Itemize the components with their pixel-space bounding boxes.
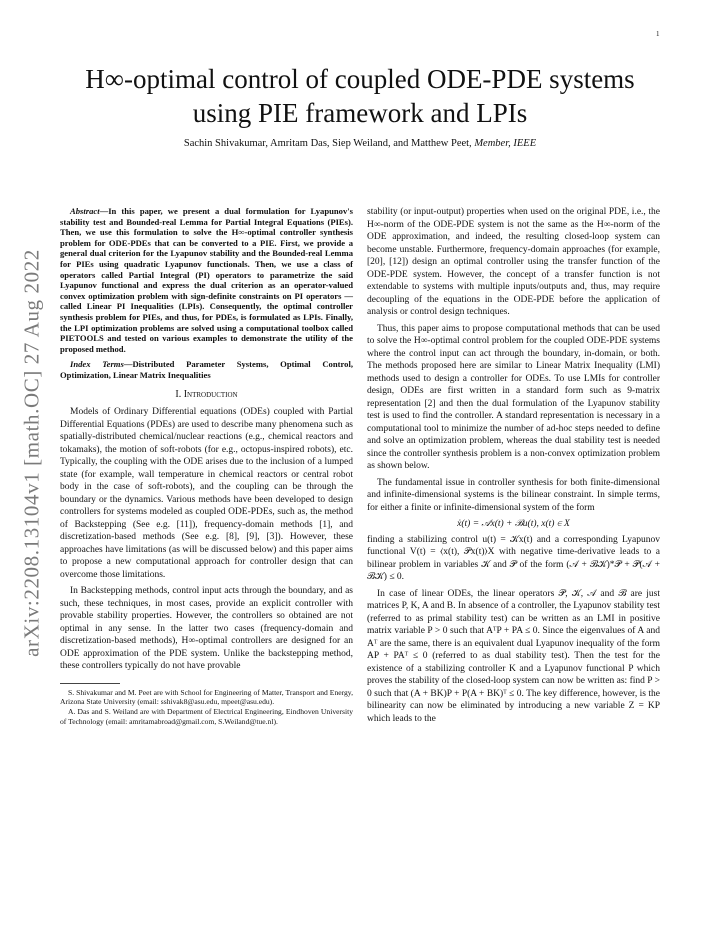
section-heading: I. Introduction [175,388,238,400]
right-paragraph-2: Thus, this paper aims to propose computational methods that can be used to solve the H∞-optimal control problem for the coupled ODE-PDE systems where the control input can act through the boundary, in-domain, or both. The methods proposed here are similar to Linear Matrix Inequality (LMI) methods used to design a controller for ODEs. To use LMIs for controller design, ODEs are first written in a standard form such as 9-matrix representation [2] and then the dual formulation of the Lyapunov stability test is used to find the controller. A standard representation is necessary in a computational tool to minimize the number of ad-hoc steps needed to define and solve an optimization problem, whereas the dual stability test is needed since the controller synthesis problem is a non-convex optimization problem as shown below. [367,323,660,471]
paper-title [60,62,660,130]
author-membership: Member, IEEE [474,138,537,149]
page-number: 1 [656,30,660,38]
abstract-text: —In this paper, we present a dual formulation for Lyapunov's stability test and Bounded-real Lemma for Partial Integral Equations (PIEs). Then, we use this formulation to solve the H∞-optimal controller synthesis problem for ODE-PDEs that can be converted to a PIE. First, we provide a general dual criterion for the Lyapunov stability and the Bounded-real Lemma for PIEs using quadratic Lyapunov functionals. Then, we use a class of operators called Partial Integral (PI) operators to parametrize the said Lyapunov functional and express the dual criterion as an operator-valued convex optimization problem with sign-definite constraints on PI operators — called Linear PI Inequalities (LPIs). Consequently, the optimal controller synthesis problem for PIEs, and thus, for PDEs, is formulated as LPIs. Finally, the LPI optimization problems are solved using a computational toolbox called PIETOOLS and tested on various examples to demonstrate the utility of the proposed method. [60,206,353,354]
index-lead: Index Terms [70,359,124,370]
system-equation: ẋ(t) = 𝒜x(t) + ℬu(t), x(t) ∈ X [457,519,570,529]
left-paragraph-1: Models of Ordinary Differential equations (ODEs) coupled with Partial Differential Equations (PDEs) are used to describe many phenomena such as spatially-distributed chemical/nuclear reactions (e.g., chemical reactors and tokamaks), the motion of soft-robots (for e.g., octopus-inspired robots), etc. Typically, the coupling with the ODE arises due to the inclusion of a lumped state (for example, wall temperature in chemical reactors or central robot body in the case of soft-robots), and the coupling can be through the boundary or the dynamics. Various methods have been developed to design controllers for systems modeled as coupled ODE-PDEs, such as, the method of Backstepping (See e.g. [11]), frequency-domain methods [1], and discretization-based methods (See e.g. [8], [9], [3]). However, these approaches have limitations (as will be discussed below) and this paper aims to propose a new computational approach for controller design that can overcome those limitations. [60,407,353,580]
right-paragraph-3: The fundamental issue in controller synthesis for both finite-dimensional and infinite-dimensional systems is the bilinear constraint. In simple terms, for either a finite or infinite-dimensional system of the form [367,477,660,513]
footnote-divider [60,683,120,684]
index-text: —Distributed Parameter Systems, Optimal Control, Optimization, Linear Matrix Inequalities [60,359,353,380]
right-column [367,206,660,729]
left-paragraph-2: In Backstepping methods, control input acts through the boundary, and as such, these techniques, in most cases, provide an explicit controller with provable stability properties. However, the controllers so obtained are not optimal in any sense. In the latter two cases (frequency-domain and discretization-based methods), H∞-optimal controllers are designed for an ODE approximation of the PDE system. Unlike the backstepping method, these controllers typically do not have provable [60,586,353,671]
arxiv-stamp [14,218,50,688]
author-list [60,138,660,149]
abstract-lead: Abstract [70,206,100,216]
footnote-1: S. Shivakumar and M. Peet are with School for Engineering of Matter, Transport and Energy, Arizona State University (email: sshivak8@asu.edu, mpeet@asu.edu). [60,687,353,706]
arxiv-stamp-text: arXiv:2208.13104v1 [math.OC] 27 Aug 2022 [19,249,44,657]
authors-main: Sachin Shivakumar, Amritam Das, Siep Weiland, and Matthew Peet, [183,138,472,149]
title-line-2: using PIE framework and LPIs [192,98,528,128]
title-line-1: H∞-optimal control of coupled ODE-PDE systems [85,64,635,94]
abstract [60,206,353,354]
right-paragraph-5: In case of linear ODEs, the linear operators 𝒫, 𝒦, 𝒜 and ℬ are just matrices P, K, A and B. In absence of a controller, the Lyapunov stability test (referred to as primal stability test) can be written as an LMI in positive matrix variable P > 0 such that AᵀP + PA ≤ 0. Since the eigenvalues of A and Aᵀ are the same, there is an equivalent dual Lyapunov inequality of the form AP + PAᵀ ≤ 0 (referred to as dual stability test). Then the test for the existence of a stabilizing controller K and a Lyapunov functional P which proves the stability of the closed-loop system can now be written as: find P > 0 such that (A + BK)P + P(A + BK)ᵀ ≤ 0. The key difference, however, is the bilinearity can now be eliminated by introducing a new variable Z = KP which leads to the [367,588,660,724]
footnote-2: A. Das and S. Weiland are with Department of Electrical Engineering, Eindhoven University of Technology (email: amritamabroad@gmail.com, S.Weiland@tue.nl). [60,707,353,726]
footnotes [60,688,353,727]
right-paragraph-1: stability (or input-output) properties when used on the original PDE, i.e., the H∞-norm of the ODE-PDE system is not the same as the H∞-norm of the ODE approximation, and indeed, the resulting closed-loop system can become unstable. Furthermore, frequency-domain approaches (for example, [20], [12]) design an optimal controller using the transfer function of the ODE-PDE system. However, the concept of a transfer function is not extendable to systems with multiple inputs/outputs and, thus, may require decoupling of the equations in the ODE-PDE before the application of analysis or control design techniques. [367,207,660,317]
right-paragraph-4: finding a stabilizing control u(t) = 𝒦x(t) and a corresponding Lyapunov functional V(t) = ⟨x(t), 𝒫x(t)⟩X with negative time-derivative leads to a bilinear problem in variables 𝒦 and 𝒫 of the form (𝒜 + ℬ𝒦)*𝒫 + 𝒫(𝒜 + ℬ𝒦) ≤ 0. [367,534,660,582]
left-column [60,206,353,727]
index-terms [60,359,353,380]
